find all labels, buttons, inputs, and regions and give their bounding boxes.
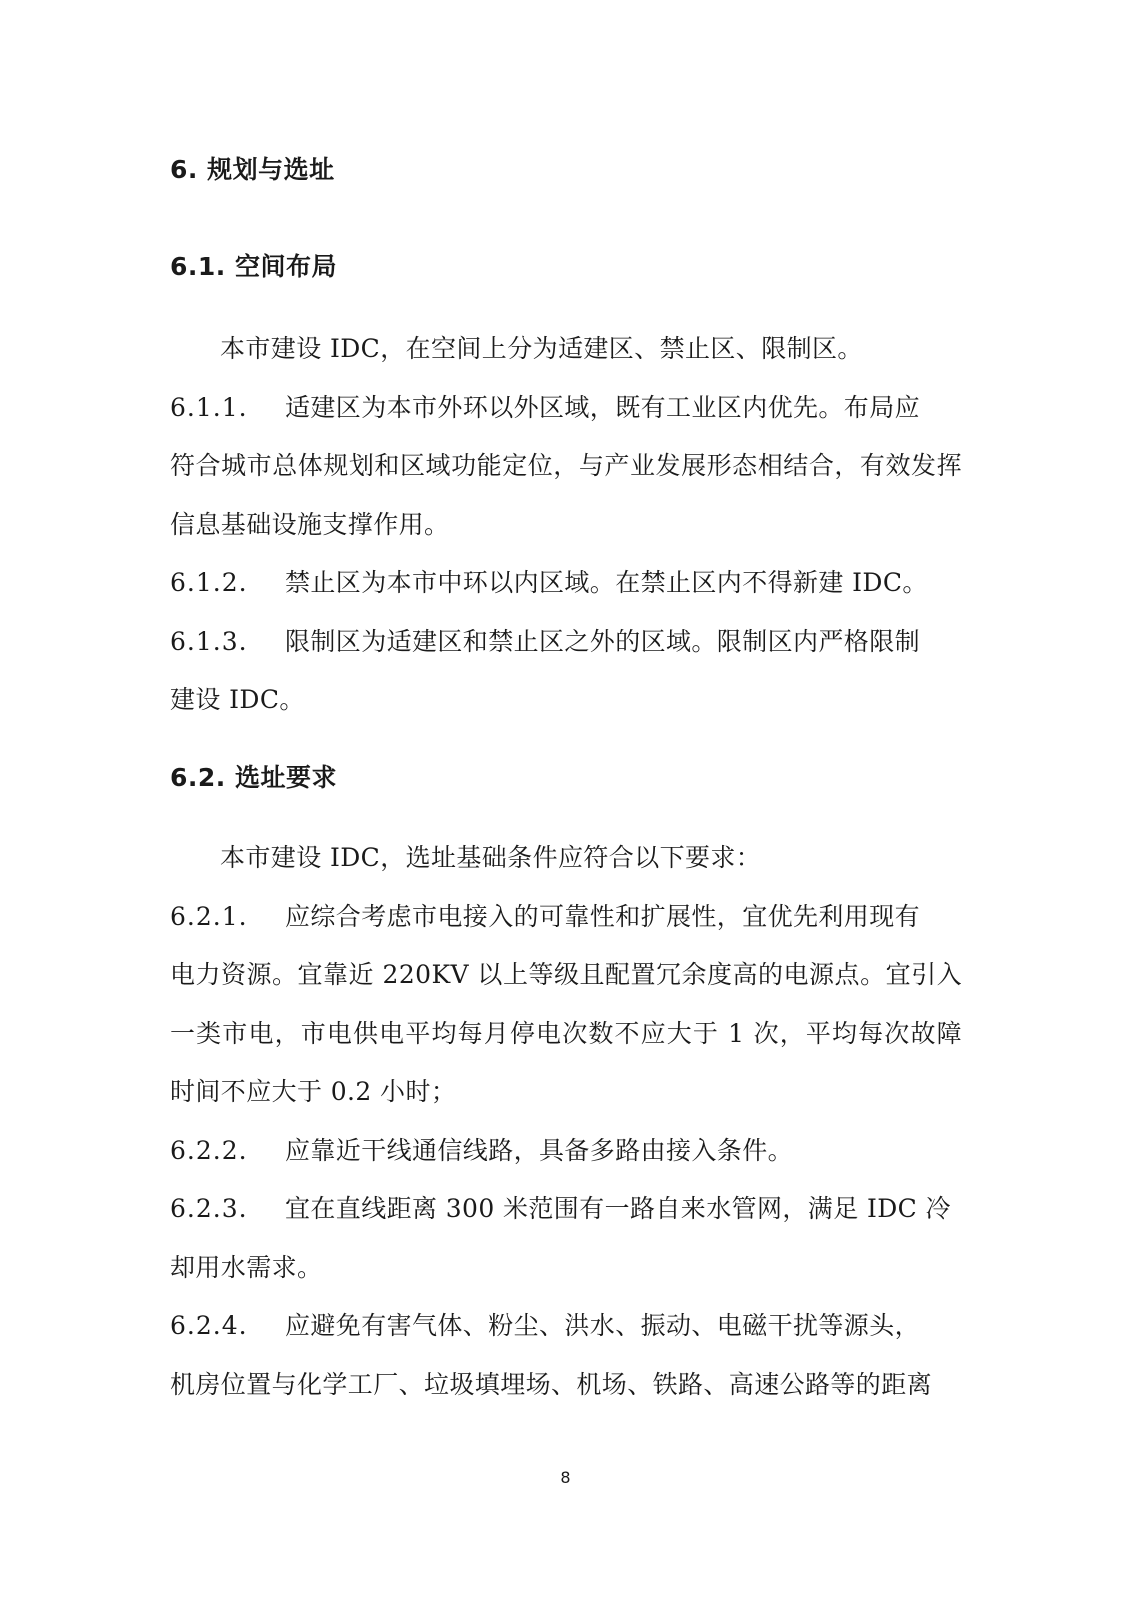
- clause-number: 6.1.1.: [170, 392, 248, 422]
- section-6-1-intro: 本市建设 IDC，在空间上分为适建区、禁止区、限制区。: [220, 334, 863, 363]
- clause-number: 6.1.3.: [170, 626, 248, 656]
- section-6-2-intro: 本市建设 IDC，选址基础条件应符合以下要求：: [220, 843, 762, 872]
- clause-text-first-line: 禁止区为本市中环以内区域。在禁止区内不得新建 IDC。: [285, 568, 928, 597]
- clause-text-continued: 建设 IDC。: [170, 685, 305, 714]
- clause-6-1-3: [170, 613, 962, 730]
- clause-6-2-4: [170, 1297, 962, 1414]
- clause-number: 6.2.3.: [170, 1194, 248, 1223]
- section-6-2-body: [170, 829, 962, 1414]
- clause-6-2-1: [170, 888, 962, 1122]
- clause-text-first-line: 应靠近干线通信线路，具备多路由接入条件。: [285, 1135, 794, 1165]
- clause-6-2-3: [170, 1180, 962, 1297]
- clause-text-first-line: 应避免有害气体、粉尘、洪水、振动、电磁干扰等源头，: [285, 1311, 921, 1340]
- clause-text-first-line: 应综合考虑市电接入的可靠性和扩展性，宜优先利用现有: [285, 901, 921, 931]
- clause-text-first-line: 适建区为本市外环以外区域，既有工业区内优先。布局应: [285, 392, 921, 422]
- clause-text-first-line: 宜在直线距离 300 米范围有一路自来水管网，满足 IDC 冷: [285, 1194, 951, 1223]
- clause-number: 6.2.1.: [170, 901, 248, 931]
- clause-text-continued: 机房位置与化学工厂、垃圾填埋场、机场、铁路、高速公路等的距离: [170, 1369, 933, 1399]
- clause-number: 6.1.2.: [170, 568, 248, 597]
- clause-6-1-1: [170, 379, 962, 555]
- section-6-1-body: [170, 320, 962, 730]
- page-number: 8: [560, 1468, 571, 1487]
- clause-text-continued: 符合城市总体规划和区域功能定位，与产业发展形态相结合，有效发挥信息基础设施支撑作用。: [170, 451, 962, 539]
- section-6-heading: 6. 规划与选址: [170, 155, 335, 184]
- section-6-1-heading: 6.1. 空间布局: [170, 252, 337, 281]
- clause-number: 6.2.4.: [170, 1311, 248, 1340]
- clause-text-first-line: 限制区为适建区和禁止区之外的区域。限制区内严格限制: [285, 626, 921, 656]
- clause-text-continued: 电力资源。宜靠近 220KV 以上等级且配置冗余度高的电源点。宜引入一类市电，市电供电平均每月停电次数不应大于 1 次，平均每次故障时间不应大于 0.2 小时；: [170, 960, 962, 1106]
- clause-text-continued: 却用水需求。: [170, 1252, 323, 1282]
- clause-number: 6.2.2.: [170, 1135, 248, 1165]
- clause-6-1-2: [170, 554, 962, 613]
- clause-6-2-2: [170, 1122, 962, 1181]
- section-6-2-heading: 6.2. 选址要求: [170, 763, 337, 792]
